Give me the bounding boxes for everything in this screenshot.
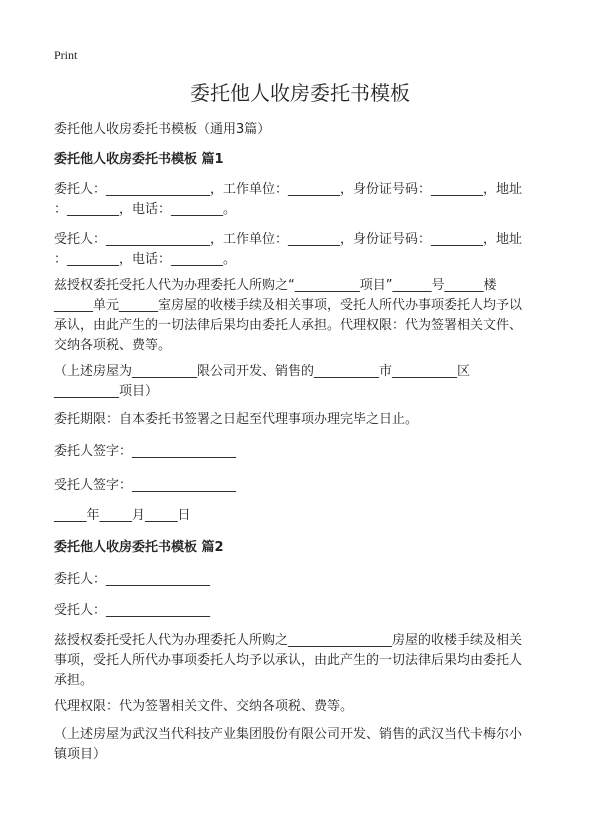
- authorization-text: 兹授权委托受托人代为办理委托人所购之________________房屋的收楼手续及相关: [54, 633, 523, 648]
- property-note: __________项目）: [54, 384, 159, 399]
- authorization-text: 交纳各项税、费等。: [54, 338, 172, 353]
- date-line: _____年_____月_____日: [54, 508, 191, 523]
- term-text: 委托期限：自本委托书签署之日起至代理事项办理完毕之日止。: [54, 412, 419, 427]
- document-title: 委托他人收房委托书模板: [190, 81, 410, 105]
- section2-heading: 委托他人收房委托书模板 篇2: [54, 540, 224, 555]
- authorization-text: ______单元______室房屋的收楼手续及相关事项，受托人所代办事项委托人均予以: [54, 298, 523, 313]
- section1-heading: 委托他人收房委托书模板 篇1: [54, 152, 224, 167]
- property-note: （上述房屋为武汉当代科技产业集团股份有限公司开发、销售的武汉当代卡梅尔小: [54, 727, 523, 742]
- print-link[interactable]: Print: [54, 48, 78, 62]
- document-subtitle: 委托他人收房委托书模板（通用3篇）: [54, 122, 271, 137]
- principal-line-cont: ：________，电话：________。: [54, 202, 237, 217]
- principal-signature: 委托人签字：________________: [54, 444, 237, 459]
- authorization-text: 事项，受托人所代办事项委托人均予以承认，由此产生的一切法律后果均由委托人: [54, 653, 523, 668]
- agent-line-cont: ：________，电话：________。: [54, 252, 237, 267]
- authorization-text: 承认，由此产生的一切法律后果均由委托人承担。代理权限：代为签署相关文件、: [54, 318, 523, 333]
- authority-text: 代理权限：代为签署相关文件、交纳各项税、费等。: [54, 699, 354, 714]
- agent-line: 受托人：________________，工作单位：________，身份证号码：________，地址: [54, 232, 523, 247]
- property-note: （上述房屋为__________限公司开发、销售的__________市__________区: [54, 364, 471, 379]
- authorization-text: 承担。: [54, 673, 94, 688]
- principal-line: 委托人：________________: [54, 572, 211, 587]
- agent-signature: 受托人签字：________________: [54, 478, 237, 493]
- authorization-text: 兹授权委托受托人代为办理委托人所购之“__________项目”______号______楼: [54, 278, 497, 293]
- property-note: 镇项目）: [54, 747, 107, 762]
- principal-line: 委托人：________________，工作单位：________，身份证号码：________，地址: [54, 182, 523, 197]
- agent-line: 受托人：________________: [54, 603, 211, 618]
